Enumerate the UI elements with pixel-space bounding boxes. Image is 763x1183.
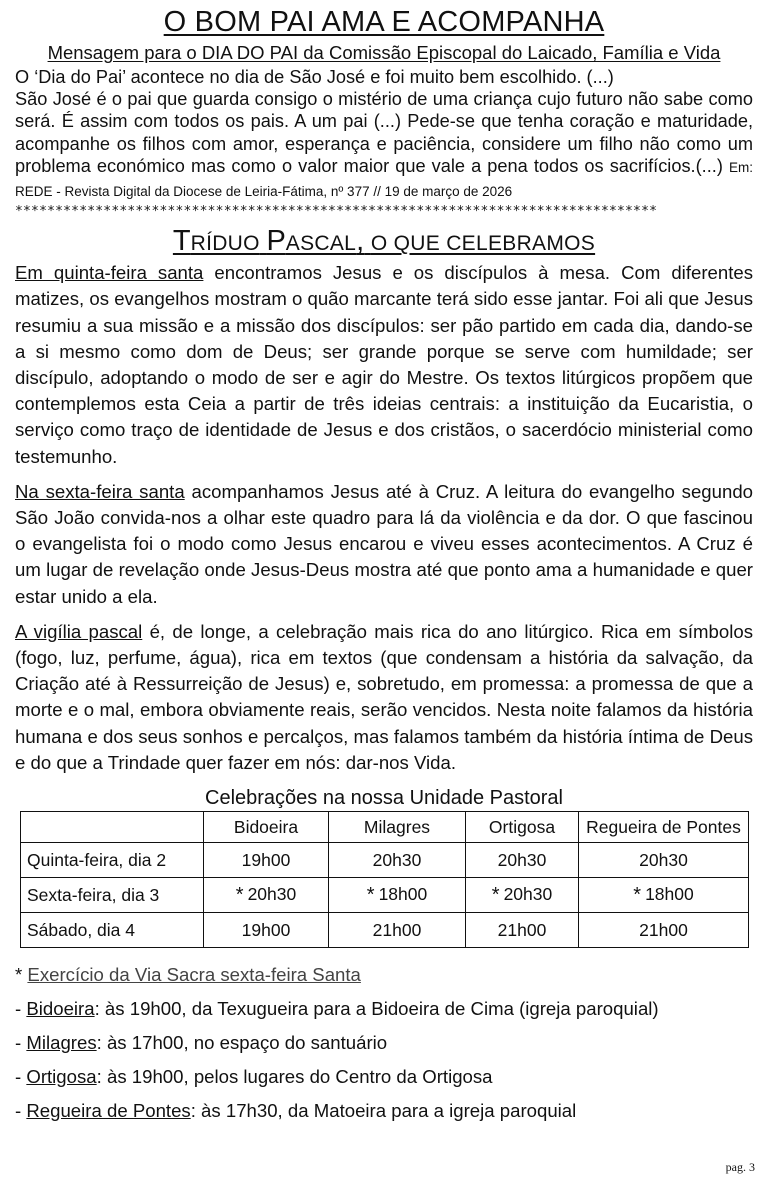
intro-paragraph	[15, 88, 753, 203]
time-cell: 21h00	[466, 913, 579, 948]
table-row	[21, 843, 749, 878]
paragraph-thursday	[15, 260, 753, 470]
page-subtitle: Mensagem para o DIA DO PAI da Comissão Episcopal do Laicado, Família e Vida	[47, 42, 721, 63]
page	[15, 4, 753, 1128]
section-title: TRÍDUO PASCAL, O QUE CELEBRAMOS	[172, 225, 596, 258]
schedule-table	[20, 811, 749, 948]
asterisk-mark: *	[633, 883, 642, 906]
place-name: Regueira de Pontes	[26, 1100, 191, 1122]
paragraph-text: acompanhamos Jesus até à Cruz. A leitura do evangelho segundo São João convida-nos a olhar este quadro para lá da violência e da dor. O que fascinou o evangelista foi o modo como Jesus encarou e viveu esses acontecimentos. A Cruz é um lugar de revelação onde Jesus-Deus mostra até que ponto ama a humanidade e quer estar unido a ela.	[15, 480, 754, 607]
table-row	[21, 878, 749, 913]
paragraph-lead: Em quinta-feira santa	[15, 262, 204, 284]
place-name: Ortigosa	[26, 1066, 97, 1088]
table-header-cell: Regueira de Pontes	[579, 812, 749, 843]
time-cell: * 18h00	[579, 878, 749, 913]
table-header-cell: Ortigosa	[466, 812, 579, 843]
page-title: O BOM PAI AMA E ACOMPANHA	[163, 6, 605, 38]
row-day: Quinta-feira, dia 2	[21, 843, 204, 878]
time-cell: 20h30	[579, 843, 749, 878]
table-header-row	[21, 812, 749, 843]
time-cell: 21h00	[329, 913, 466, 948]
table-header-cell: Milagres	[329, 812, 466, 843]
asterisk-mark: *	[235, 883, 244, 906]
table-header-cell	[21, 812, 204, 843]
paragraph-friday	[15, 479, 753, 610]
place-name: Milagres	[26, 1032, 97, 1054]
schedule-title: Celebrações na nossa Unidade Pastoral	[205, 787, 563, 810]
list-item: - Regueira de Pontes: às 17h30, da Matoeira para a igreja paroquial	[15, 1100, 577, 1122]
place-name: Bidoeira	[26, 998, 95, 1020]
time-cell: 20h30	[329, 843, 466, 878]
time-cell: 19h00	[204, 843, 329, 878]
paragraph-text: é, de longe, a celebração mais rica do ano litúrgico. Rica em símbolos (fogo, luz, perfume, água), rica em textos (que condensam a história da salvação, da Criação até à Ressurreição de Jesus) e, sobretudo, em promessa: a promessa de que a morte e o mal, embora obviamente reais, serão vencidos. Nesta noite falamos da história humana e dos seus sonhos e percalços, mas falamos também da história íntima de Deus e do que a Trindade quer fazer em nós: dar-nos Vida.	[15, 620, 753, 773]
intro-text: São José é o pai que guarda consigo o mistério de uma criança cujo futuro não sabe como será. É assim com todos os pais. A um pai (...) Pede-se que tenha coração e maturidade, acompanhe os filhos com amor, esperança e paciência, considere um filho não como um problema económico mas como o valor maior que vale a pena todos os sacrifícios.(...)	[15, 89, 753, 176]
paragraph-text: encontramos Jesus e os discípulos à mesa. Com diferentes matizes, os evangelhos mostram o quão marcante terá sido esse jantar. Foi ali que Jesus resumiu a sua missão e a missão dos discípulos: ser pão partido em cada dia, dando-se a si mesmo como dom de Deus; ser grande porque se serve com humildade; ser discípulo, adoptando o modo de ser e agir do Mestre. Os textos litúrgicos propõem que contemplemos esta Ceia a partir de três ideias centrais: a instituição da Eucaristia, o serviço como traço de identidade de Jesus e dos cristãos, o sacerdócio ministerial como testemunho.	[15, 262, 753, 467]
via-sacra-heading: * Exercício da Via Sacra sexta-feira Santa	[15, 964, 361, 986]
body-text	[15, 260, 753, 776]
list-item: - Bidoeira: às 19h00, da Texugueira para a Bidoeira de Cima (igreja paroquial)	[15, 998, 659, 1020]
intro-source: Em: REDE - Revista Digital da Diocese de Leiria-Fátima, nº 377 // 19 de março de 2026	[15, 159, 753, 200]
via-sacra-notes	[15, 958, 753, 1128]
asterisk-mark: *	[366, 883, 375, 906]
separator: ********************************************************************************	[15, 204, 658, 219]
paragraph-lead: A vigília pascal	[15, 620, 143, 642]
time-cell: * 18h00	[329, 878, 466, 913]
asterisk-mark: *	[491, 883, 500, 906]
table-row	[21, 913, 749, 948]
table-header-cell: Bidoeira	[204, 812, 329, 843]
page-number: pag. 3	[725, 1160, 755, 1174]
time-cell: * 20h30	[466, 878, 579, 913]
time-cell: 20h30	[466, 843, 579, 878]
time-cell: * 20h30	[204, 878, 329, 913]
list-item: - Ortigosa: às 19h00, pelos lugares do Centro da Ortigosa	[15, 1066, 493, 1088]
row-day: Sábado, dia 4	[21, 913, 204, 948]
paragraph-lead: Na sexta-feira santa	[15, 480, 185, 502]
row-day: Sexta-feira, dia 3	[21, 878, 204, 913]
intro-first-line: O ‘Dia do Pai’ acontece no dia de São José e foi muito bem escolhido. (...)	[15, 67, 614, 87]
intro-block	[15, 66, 753, 203]
time-cell: 19h00	[204, 913, 329, 948]
time-cell: 21h00	[579, 913, 749, 948]
paragraph-vigil	[15, 619, 753, 776]
list-item: - Milagres: às 17h00, no espaço do santuário	[15, 1032, 388, 1054]
